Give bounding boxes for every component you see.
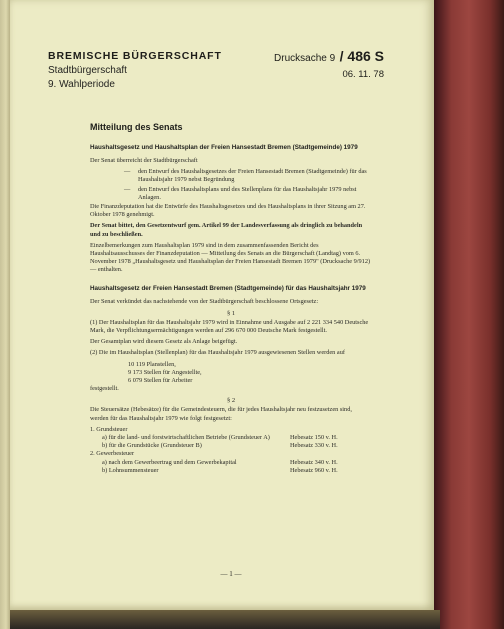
binding-left (0, 0, 10, 629)
page-number: — 1 — (220, 570, 242, 578)
list-item: 10 119 Planstellen, (128, 360, 176, 368)
header-right (264, 48, 384, 80)
paragraph-1-2: (2) Die im Haushaltsplan (Stellenplan) für das Haushaltsjahr 1979 ausgewiesenen Stellen werden auf (90, 349, 345, 357)
paragraph-request: Der Senat bittet, den Gesetzentwurf gem. Artikel 99 der Landesverfassung als dringlich zu behandeln und zu beschließen. (90, 222, 363, 238)
chamber-name: Stadtbürgerschaft (48, 65, 127, 76)
paragraph-proclamation: Der Senat verkündet das nachstehende von der Stadtbürgerschaft beschlossene Ortsgesetz: (90, 297, 319, 305)
paragraph-2: Die Steuersätze (Hebesätze) für die Gemeindesteuern, die für jedes Haushaltsjahr neu festzusetzen sind, werden für das Haushaltsjahr 1979 wie folgt festgesetzt: (90, 406, 352, 422)
tax-item-1a: a) für die land- und forstwirtschaftlichen Betriebe (Grundsteuer A) Hebesatz 150 v. H. (102, 434, 338, 442)
section-2-mark: § 2 (226, 397, 236, 405)
legislative-period: 9. Wahlperiode (48, 79, 115, 90)
paragraph-remarks: Einzelbemerkungen zum Haushaltsplan 1979 sind in dem zusammenfassenden Bericht des Haushaltsausschusses der Finanzdeputation — Mitteilung des Senats an die Bürgerschaft (Landtag) vom 6. November 1978 „Haushaltsgesetz und Haushaltsplan der Freien Hansestadt Bremen 1979" (Drucksache 9/912) — enthalten. (90, 241, 371, 274)
list-item: — den Entwurf des Haushaltsplans und des Stellenplans für das Haushaltsjahr 1979 nebst Anlagen. (124, 185, 357, 201)
list-item: 6 079 Stellen für Arbeiter (128, 377, 193, 385)
section-heading: Mitteilung des Senats (90, 122, 183, 132)
list-item: 9 173 Stellen für Angestellte, (128, 368, 202, 376)
drucksache-number: / 486 S (339, 48, 384, 64)
header-left (48, 50, 222, 90)
positions-list (90, 361, 372, 386)
binder-cover (434, 0, 504, 629)
tax-item-1b: b) für die Grundstücke (Grundsteuer B) Hebesatz 330 v. H. (102, 442, 338, 450)
intro-text: Der Senat überreicht der Stadtbürgerschaft (90, 157, 198, 164)
paragraph-finanzdeputation: Die Finanzdeputation hat die Entwürfe des Haushaltsgesetzes und des Haushaltsplans in ihrer Sitzung am 27. Oktober 1978 genehmigt. (90, 203, 366, 219)
paragraph-overall-plan: Der Gesamtplan wird diesem Gesetz als Anlage beigefügt. (90, 338, 238, 346)
document-body (90, 122, 372, 578)
tax-item-2b: b) Lohnsummensteuer Hebesatz 960 v. H. (102, 466, 338, 474)
drucksache-label: Drucksache 9 (274, 53, 336, 64)
paragraph-established: festgestellt. (90, 385, 119, 393)
document-date: 06. 11. 78 (342, 69, 384, 80)
list-item: — den Entwurf des Haushaltsgesetzes der Freien Hansestadt Bremen (Stadtgemeinde) für das Haushaltsjahr 1979 nebst Begründung (124, 168, 367, 184)
document-page (10, 0, 434, 610)
tax-item-2: 2. Gewerbesteuer (90, 450, 135, 458)
section-1-mark: § 1 (226, 309, 236, 317)
title-law: Haushaltsgesetz der Freien Hansestadt Bremen (Stadtgemeinde) für das Haushaltsjahr 1979 (90, 284, 366, 292)
organization-name: BREMISCHE BÜRGERSCHAFT (48, 50, 222, 62)
title-budget: Haushaltsgesetz und Haushaltsplan der Freien Hansestadt Bremen (Stadtgemeinde) 1979 (90, 144, 358, 151)
bottom-shadow (10, 610, 440, 629)
tax-item-1: 1. Grundsteuer (90, 425, 128, 433)
paragraph-1-1: (1) Der Haushaltsplan für das Haushaltsjahr 1979 wird in Einnahme und Ausgabe auf 2 221 334 540 Deutsche Mark, die Verpflichtungsermächtigungen werden auf 296 670 000 Deutsche Mark festgestellt. (90, 318, 369, 335)
tax-item-2a: a) nach dem Gewerbeertrag und dem Gewerbekapital Hebesatz 340 v. H. (102, 458, 338, 466)
